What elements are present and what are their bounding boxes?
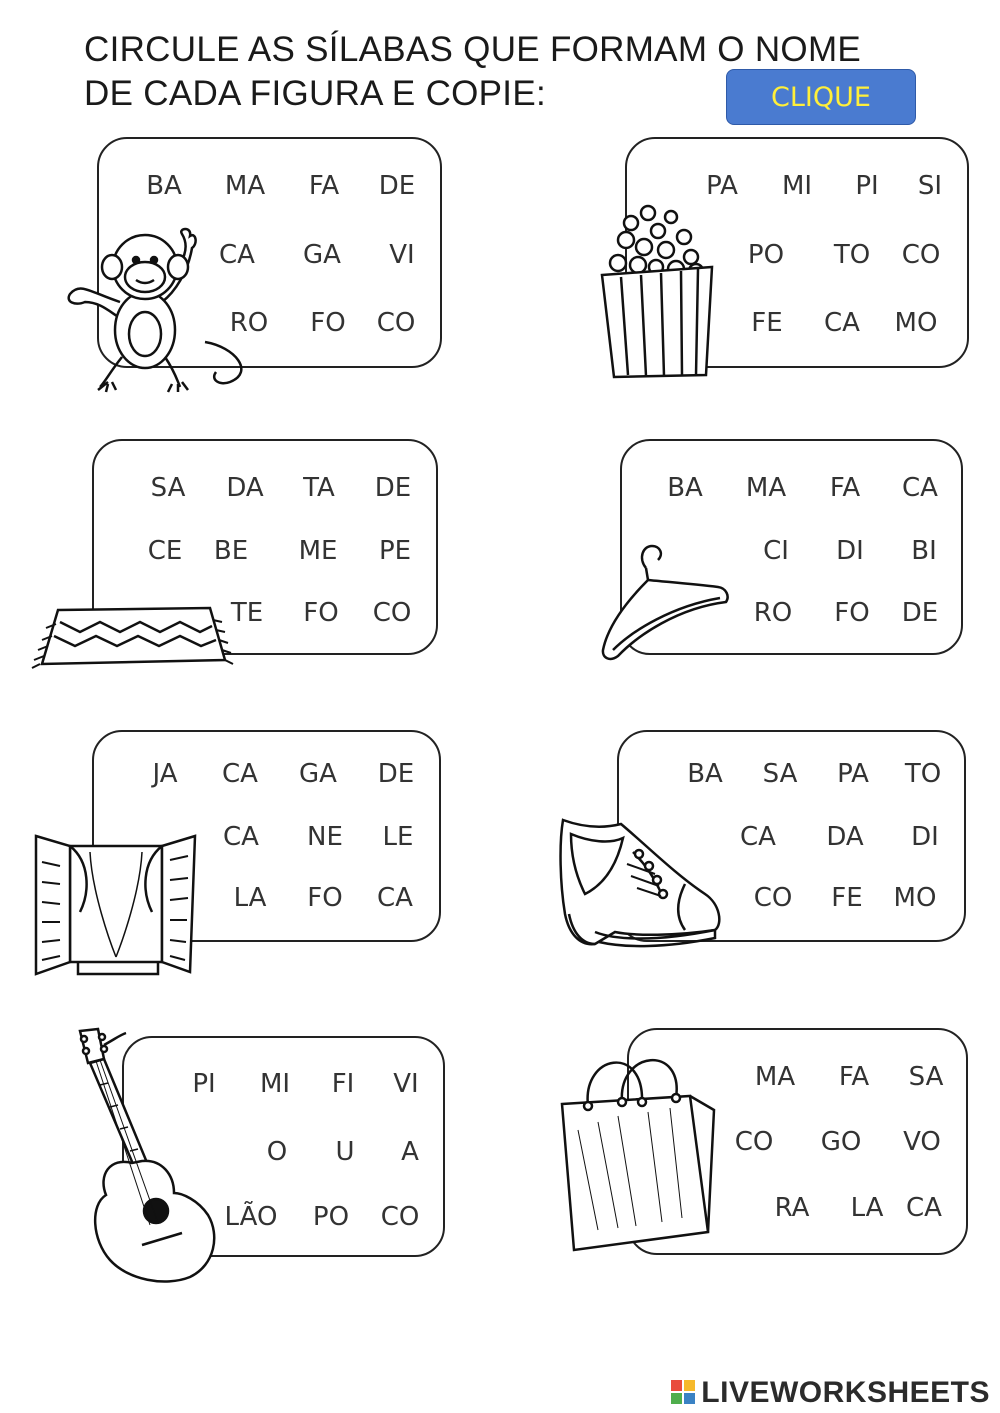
syllable[interactable]: DI [836, 536, 864, 566]
instructions-line-2: DE CADA FIGURA E COPIE: [84, 74, 547, 113]
syllable[interactable]: BE [213, 536, 249, 566]
syllable[interactable]: MO [894, 308, 938, 338]
instructions-line-1: CIRCULE AS SÍLABAS QUE FORMAM O NOME [84, 30, 862, 69]
syllable[interactable]: CO [753, 883, 793, 913]
hanger-icon [598, 540, 733, 665]
syllable[interactable]: GA [299, 759, 337, 789]
syllable[interactable]: CO [380, 1202, 420, 1232]
syllable[interactable]: U [335, 1137, 355, 1167]
syllable[interactable]: MA [745, 473, 787, 503]
syllable[interactable]: BI [911, 536, 937, 566]
syllable[interactable]: MI [781, 171, 813, 201]
footer-brand[interactable] [671, 1376, 990, 1410]
syllable[interactable]: GA [303, 240, 341, 270]
syllable[interactable]: FE [831, 883, 863, 913]
syllable[interactable]: CO [734, 1127, 774, 1157]
syllable[interactable]: FO [307, 883, 343, 913]
syllable[interactable]: CA [902, 473, 938, 503]
syllable[interactable]: PI [192, 1069, 216, 1099]
syllable[interactable]: PO [312, 1202, 350, 1232]
shoe-icon [555, 814, 725, 954]
syllable[interactable]: SA [762, 759, 798, 789]
syllable[interactable]: CO [372, 598, 412, 628]
syllable[interactable]: FE [751, 308, 783, 338]
syllable[interactable]: MA [754, 1062, 796, 1092]
monkey-icon [60, 222, 260, 394]
syllable[interactable]: PE [378, 536, 412, 566]
syllable[interactable]: FA [308, 171, 340, 201]
syllable[interactable]: ME [298, 536, 338, 566]
syllable[interactable]: PA [837, 759, 869, 789]
syllable[interactable]: BA [667, 473, 703, 503]
syllable[interactable]: GO [820, 1127, 862, 1157]
syllable[interactable]: CA [219, 240, 255, 270]
syllable[interactable]: CA [222, 759, 258, 789]
syllable[interactable]: MO [893, 883, 937, 913]
syllable[interactable]: CA [223, 822, 259, 852]
syllable[interactable]: VI [393, 1069, 419, 1099]
syllable[interactable]: DA [226, 473, 264, 503]
syllable[interactable]: SA [908, 1062, 944, 1092]
syllable[interactable]: TE [230, 598, 264, 628]
syllable[interactable]: FO [303, 598, 339, 628]
syllable[interactable]: CE [147, 536, 183, 566]
syllable[interactable]: A [401, 1137, 419, 1167]
syllable[interactable]: FO [310, 308, 346, 338]
syllable[interactable]: TO [904, 759, 942, 789]
syllable[interactable]: DE [378, 171, 416, 201]
syllable[interactable]: CA [377, 883, 413, 913]
syllable[interactable]: DE [901, 598, 939, 628]
syllable[interactable]: DE [377, 759, 415, 789]
syllable[interactable]: RA [774, 1193, 810, 1223]
syllable[interactable]: CA [906, 1193, 942, 1223]
liveworksheets-logo-icon [671, 1380, 697, 1406]
syllable[interactable]: TA [303, 473, 335, 503]
syllable[interactable]: FA [829, 473, 861, 503]
popcorn-icon [596, 195, 718, 380]
syllable[interactable]: CO [376, 308, 416, 338]
syllable[interactable]: CA [740, 822, 776, 852]
rug-icon [30, 600, 235, 670]
syllable[interactable]: FA [838, 1062, 870, 1092]
syllable[interactable]: FI [331, 1069, 355, 1099]
syllable[interactable]: CI [763, 536, 789, 566]
syllable[interactable]: VI [389, 240, 415, 270]
clique-button[interactable]: CLIQUE [726, 69, 916, 125]
syllable[interactable]: PA [706, 171, 738, 201]
syllable[interactable]: JA [152, 759, 178, 789]
syllable[interactable]: CO [901, 240, 941, 270]
syllable[interactable]: TO [833, 240, 871, 270]
syllable[interactable]: DI [911, 822, 939, 852]
syllable[interactable]: PI [855, 171, 879, 201]
syllable[interactable]: RO [229, 308, 269, 338]
syllable[interactable]: NE [307, 822, 343, 852]
syllable[interactable]: DE [374, 473, 412, 503]
syllable[interactable]: MI [259, 1069, 291, 1099]
syllable[interactable]: SA [150, 473, 186, 503]
syllable[interactable]: LÃO [224, 1202, 278, 1232]
syllable[interactable]: BA [146, 171, 182, 201]
syllable[interactable]: LE [382, 822, 414, 852]
syllable[interactable]: CA [824, 308, 860, 338]
guitar-icon [70, 1025, 225, 1295]
window-icon [30, 832, 200, 977]
syllable[interactable]: MA [224, 171, 266, 201]
bag-icon [558, 1050, 718, 1265]
syllable[interactable]: FO [834, 598, 870, 628]
syllable[interactable]: RO [753, 598, 793, 628]
footer-brand-text: LIVEWORKSHEETS [701, 1376, 990, 1409]
syllable[interactable]: PO [747, 240, 785, 270]
syllable[interactable]: DA [826, 822, 864, 852]
syllable[interactable]: SI [917, 171, 943, 201]
syllable[interactable]: O [266, 1137, 288, 1167]
syllable[interactable]: BA [687, 759, 723, 789]
syllable[interactable]: LA [850, 1193, 884, 1223]
syllable[interactable]: VO [903, 1127, 941, 1157]
syllable[interactable]: LA [233, 883, 267, 913]
